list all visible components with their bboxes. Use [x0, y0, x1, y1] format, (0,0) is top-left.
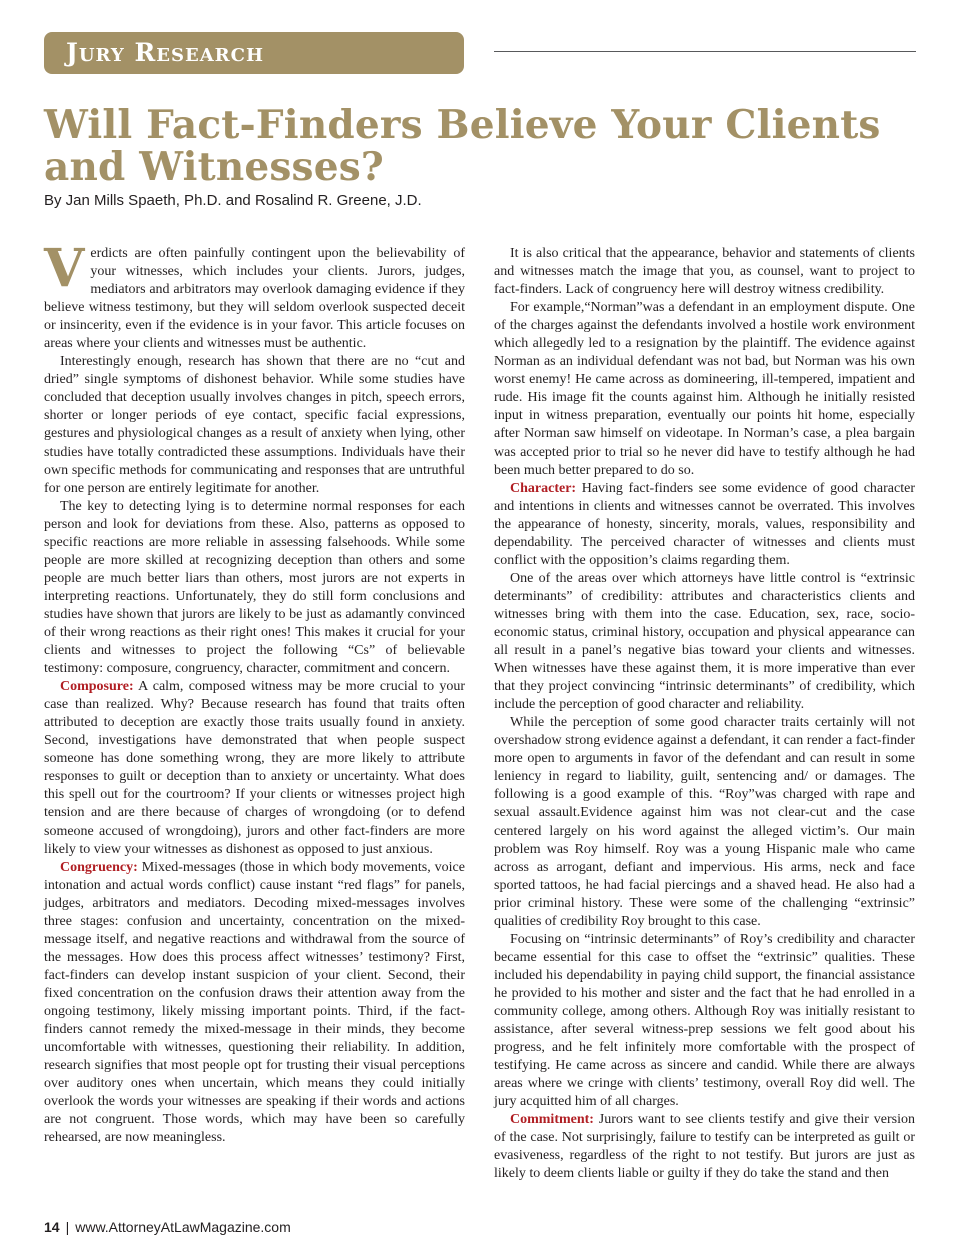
commitment-heading: Commitment:: [510, 1112, 594, 1128]
left-column: [44, 238, 465, 1147]
paragraph: It is also critical that the appearance, behavior and statements of clients and witnesses match the image that you, as counsel, want to project to fact-finders. Lack of congruency here will destroy witness credibility.: [494, 246, 915, 298]
header-rule: [494, 51, 916, 52]
paragraph: Focusing on “intrinsic determinants” of Roy’s credibility and character became essential for this case to offset the “extrinsic” qualities. These included his dependability in paying child support, the financial assistance he provided to his mother and sister and the fact that he had enrolled in a community college, among others. Although Roy was initially resistant to assistance, after several witness-prep sessions we felt good about his progress, and he felt infinitely more comfortable with the prospect of testifying. He came across as sincere and candid. While there are always areas where we cringe with clients’ testimony, overall Roy did well. The jury acquitted him of all charges.: [494, 931, 915, 1110]
paragraph: One of the areas over which attorneys have little control is “extrinsic determinants” of credibility: attributes and characteristics clients and witnesses bring with them into the case. Education, sex, race, socio-economic status, criminal history, occupation and physical appearance can all result in a panel’s negative bias toward your clients and witnesses. When witnesses have these against them, it is more imperative than ever that they project convincing “intrinsic determinants” of credibility, which include the perception of good character and reliability.: [494, 570, 915, 713]
paragraph: For example,“Norman”was a defendant in an employment dispute. One of the charges against the defendants involved a hostile work environment which allegedly led to a resignation by the plaintiff. The evidence against Norman as an individual defendant was not bad, but Norman was his own worst enemy! He came across as domineering, ill-tempered, impatient and rude. His image fit the counts against him. Although he initially resisted input in witness preparation, eventually our points hit home, especially after Norman saw himself on videotape. In Norman’s case, a plea bargain was accepted prior to trial so he never did have to testify although he had been much better prepared to do so.: [494, 300, 915, 478]
congruency-heading: Congruency:: [60, 859, 138, 875]
paragraph: The key to detecting lying is to determine normal responses for each person and look for deviations from these. Also, patterns as opposed to specific reactions are more reliable in assessing falsehoods. While some people are more skilled at recognizing deception than others and some people are much better liars than others, most jurors are not experts in interpreting reactions. Unfortunately, they do still form conclusions and studies have shown that jurors are likely to be just as adamantly convinced of their wrong reactions as their right ones! This makes it crucial for your clients and witnesses to project the following “Cs” of believable testimony: composure, congruency, character, commitment and concern.: [44, 498, 465, 677]
paragraph-composure: Composure: A calm, composed witness may be more crucial to your case than realized. Why? Because research has found that traits often attributed to deception are exactly those traits usually found in anxiety. Second, investigations have demonstrated that when people suspect someone has done something wrong, they are more likely to attribute responses to guilt or deception than to anxiety or uncertainty. What does this spell out for the courtroom? If your clients or witnesses project high tension and are there because of charges of wrongdoing (or to defend someone accused of wrongdoing), jurors and other fact-finders are more likely to view your witnesses as dishonest as opposed to just anxious.: [44, 679, 465, 857]
paragraph: Interestingly enough, research has shown that there are no “cut and dried” single symptoms of dishonest behavior. While some studies have concluded that deception usually involves changes in pitch, speech errors, shorter or longer periods of eye contact, specific facial expressions, gestures and physiological changes as a result of anxiety when lying, other studies have totally contradicted these assumptions. Individuals have their own specific methods for communicating and responses that are untruthful for one person are entirely legitimate for another.: [44, 354, 465, 496]
page-number: 14: [44, 1219, 60, 1235]
composure-heading: Composure:: [60, 679, 134, 695]
right-column: [494, 245, 915, 1183]
section-banner: [44, 32, 464, 74]
paragraph-commitment: Commitment: Jurors want to see clients testify and give their version of the case. Not surprisingly, failure to testify can be interpreted as guilt or evasiveness, regardless of the right to not testify. But jurors are just as likely to deem clients liable or guilty if they do take the stand and then: [494, 1112, 915, 1182]
paragraph-character: Character: Having fact-finders see some evidence of good character and intentions in clients and witnesses cannot be overrated. This involves the appearance of honesty, sincerity, morals, values, responsibility and dependability. The perceived character of witnesses and clients must conflict with the opposition’s claims regarding them.: [494, 480, 915, 568]
paragraph: While the perception of some good character traits certainly will not overshadow strong evidence against a defendant, it can render a fact-finder more open to arguments in favor of the defendant and can result in some leniency in regard to liability, guilt, sentencing and/ or damages. The following is a good example of this. “Roy”was charged with rape and sexual assault.Evidence against him was not clear-cut and the case centered largely on his word against the alleged victim’s. Our main problem was Roy himself. Roy was a young Hispanic male who came across as arrogant, defiant and impervious. His arms, neck and face sported tattoos, he had facial piercings and a shaved head. He also had a prior criminal history. These were some of the challenging “extrinsic” qualities of credibility Roy brought to this case.: [494, 715, 915, 929]
footer-separator: |: [65, 1219, 70, 1235]
article-byline: By Jan Mills Spaeth, Ph.D. and Rosalind R. Greene, J.D.: [44, 192, 422, 209]
magazine-url[interactable]: www.AttorneyAtLawMagazine.com: [75, 1219, 291, 1235]
drop-cap: V: [44, 238, 85, 299]
page-footer: [44, 1219, 291, 1235]
character-heading: Character:: [510, 480, 577, 496]
article-title: Will Fact-Finders Believe Your Clients and Witnesses?: [44, 102, 881, 190]
paragraph: Verdicts are often painfully contingent upon the believability of your witnesses, which includes your clients. Jurors, judges, mediators and arbitrators may overlook damaging evidence if they believe witness testimony, but they will seldom overlook suspected deceit or insincerity, even if the evidence is in your favor. This article focuses on areas where your clients and witnesses must be authentic.: [44, 238, 465, 352]
section-label: Jury Research: [66, 38, 264, 67]
paragraph-congruency: Congruency: Mixed-messages (those in which body movements, voice intonation and actual words conflict) cause instant “red flags” for panels, judges, arbitrators and mediators. Decoding mixed-messages involves three stages: confusion and uncertainty, concentration on the mixed-message itself, and negative reactions and withdrawal from the source of the messages. How does this process affect witnesses’ testimony? First, fact-finders can develop instant suspicion of your client. Second, their fixed concentration on the confusion draws their attention away from the ongoing testimony, likely missing important points. Third, if the fact-finders cannot remedy the mixed-message in their minds, they become uncomfortable with witnesses, questioning their reliability. In addition, research signifies that most people opt for trusting their visual perceptions over auditory ones when uncertain, which means they could initially overlook the words your witnesses are speaking if their words and actions are not congruent. Those words, which may have been so carefully rehearsed, are now meaningless.: [44, 859, 465, 1146]
